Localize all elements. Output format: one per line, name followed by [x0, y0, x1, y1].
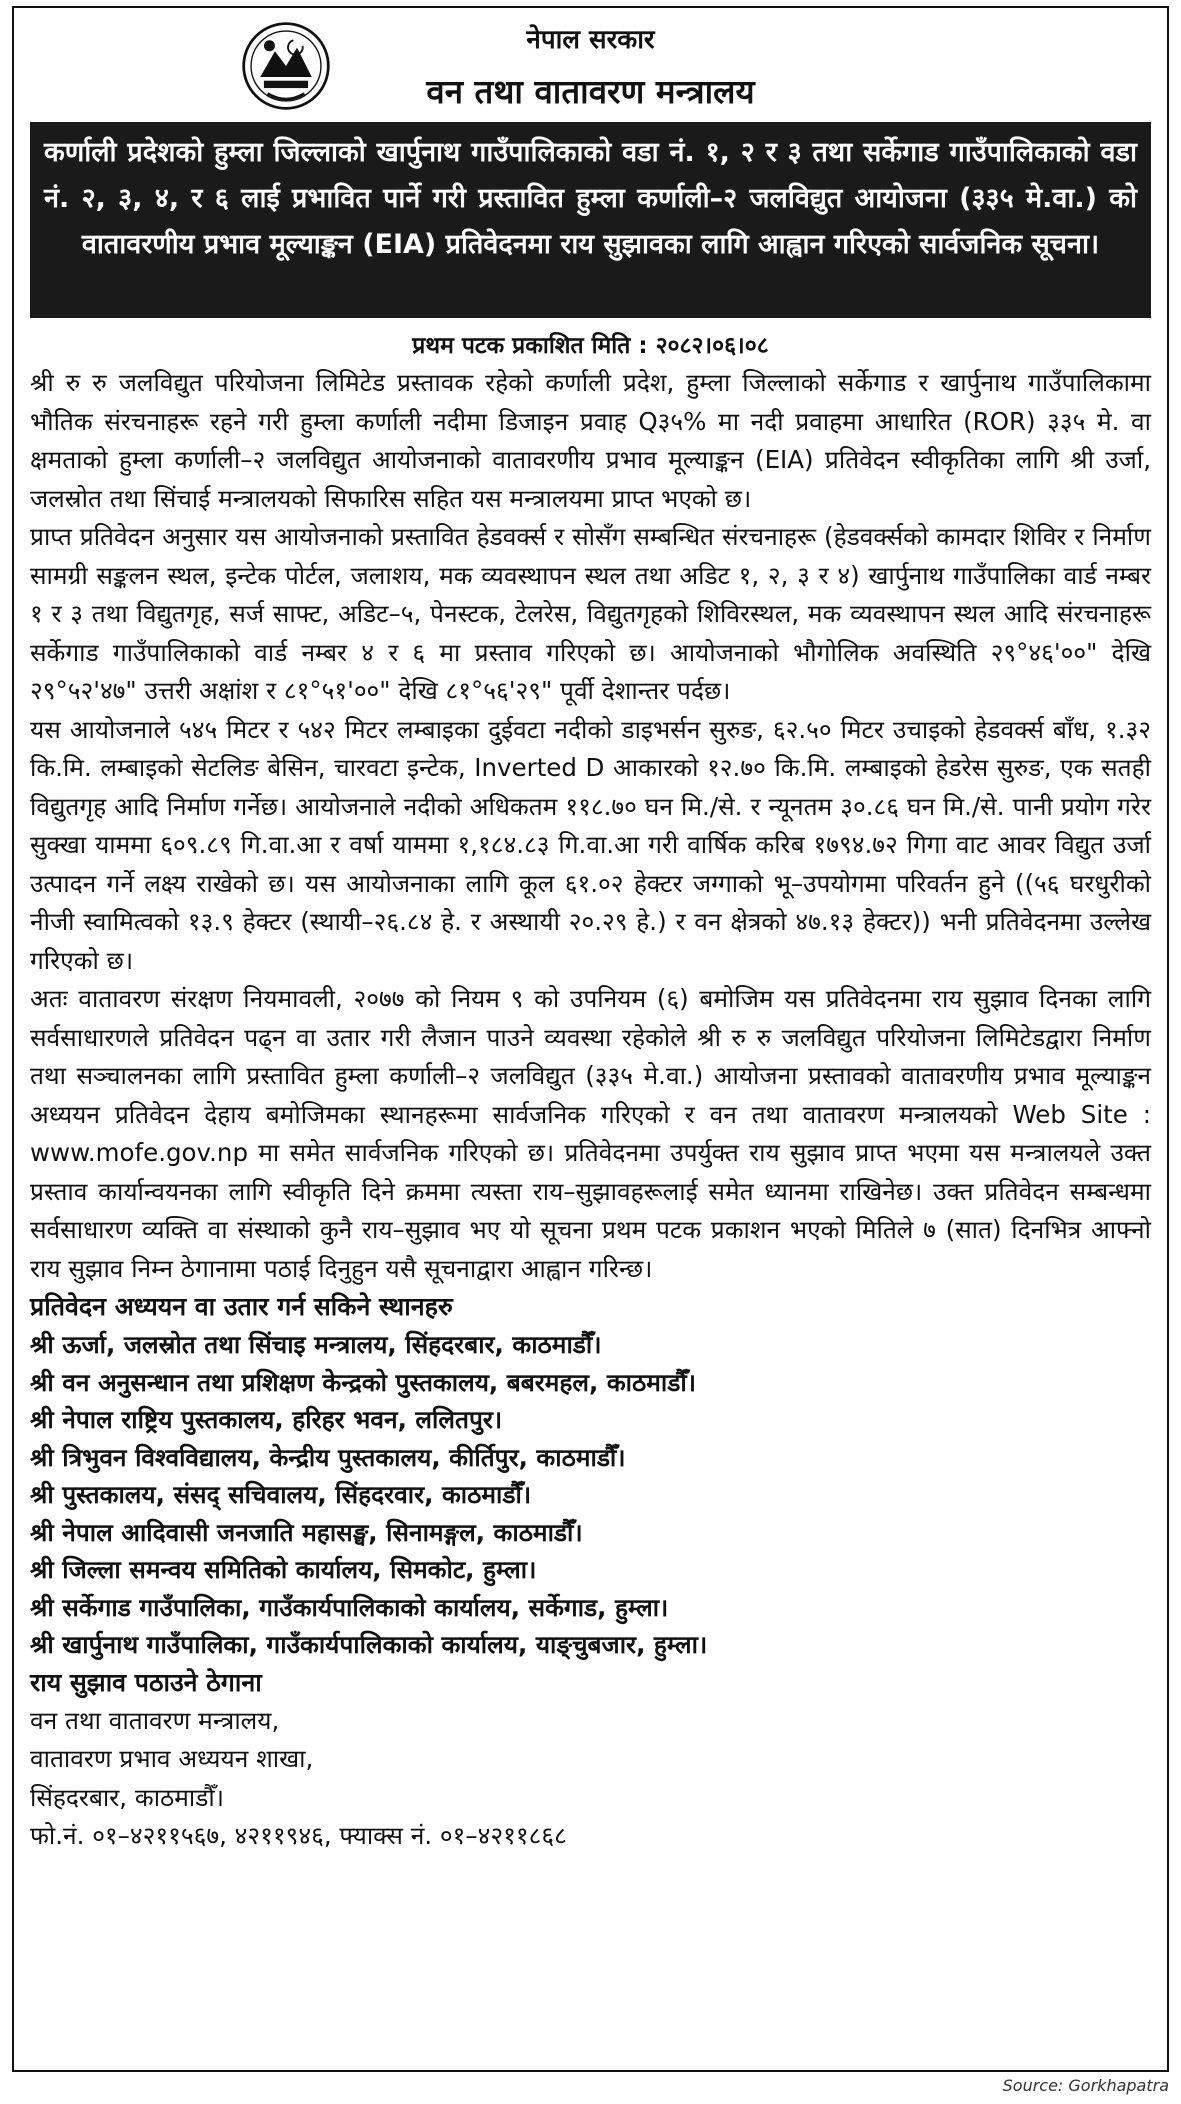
location-item: श्री जिल्ला समन्वय समितिको कार्यालय, सिमकोट, हुम्ला। [30, 1555, 537, 1584]
public-notice [12, 6, 1169, 2072]
location-item: श्री नेपाल आदिवासी जनजाति महासङ्घ, सिनामङ्गल, काठमाडौँ। [30, 1517, 583, 1547]
address-line: वन तथा वातावरण मन्त्रालय, [30, 1705, 280, 1735]
locations-heading: प्रतिवेदन अध्ययन वा उतार गर्न सकिने स्थानहरु [30, 1292, 453, 1321]
government-name: नेपाल सरकार [526, 25, 655, 55]
ministry-name: वन तथा वातावरण मन्त्रालय [426, 72, 755, 111]
address-line: सिंहदरबार, काठमाडौँ। [30, 1782, 225, 1812]
address-heading: राय सुझाव पठाउने ठेगाना [30, 1667, 262, 1697]
notice-title: कर्णाली प्रदेशको हुम्ला जिल्लाको खार्पुनाथ गाउँपालिकाको वडा नं. १, २ र ३ तथा सर्केगाड गाउँपालिकाको वडा नं. २, ३, ४, र ६ लाई प्रभावित पार्ने गरी प्रस्तावित हुम्ला कर्णाली–२ जलविद्युत आयोजना (३३५ मे.वा.) को वातावरणीय प्रभाव मूल्याङ्कन (EIA) प्रतिवेदनमा राय सुझावका लागि आह्वान गरिएको सार्वजनिक सूचना। [30, 122, 1151, 318]
location-item: श्री ऊर्जा, जलस्रोत तथा सिंचाइ मन्त्रालय, सिंहदरबार, काठमाडौँ। [30, 1330, 602, 1359]
contact-line: फो.नं. ०१–४२११५६७, ४२११९४६, फ्याक्स नं. ०१–४२११८६८ [30, 1821, 567, 1850]
location-item: श्री पुस्तकालय, संसद् सचिवालय, सिंहदरवार, काठमाडौँ। [30, 1480, 532, 1509]
paragraph-4: अतः वातावरण संरक्षण नियमावली, २०७७ को नियम ९ को उपनियम (६) बमोजिम यस प्रतिवेदनमा राय सुझाव दिनका लागि सर्वसाधारणले प्रतिवेदन पढ्न वा उतार गरी लैजान पाउने व्यवस्था रहेकोले श्री रु रु जलविद्युत परियोजना लिमिटेडद्वारा निर्माण तथा सञ्चालनका लागि प्रस्तावित हुम्ला कर्णाली–२ जलविद्युत (३३५ मे.वा.) आयोजना प्रस्तावको वातावरणीय प्रभाव मूल्याङ्कन अध्ययन प्रतिवेदन देहाय बमोजिमका स्थानहरूमा सार्वजनिक गरिएको र वन तथा वातावरण मन्त्रालयको Web Site : www.mofe.gov.np मा समेत सार्वजनिक गरिएको छ। प्रतिवेदनमा उपर्युक्त राय सुझाव प्राप्त भएमा यस मन्त्रालयले उक्त प्रस्ताव कार्यान्वयनका लागि स्वीकृति दिने क्रममा त्यस्ता राय–सुझावहरूलाई समेत ध्यानमा राखिनेछ। उक्त प्रतिवेदन सम्बन्धमा सर्वसाधारण व्यक्ति वा संस्थाको कुनै राय–सुझाव भए यो सूचना प्रथम पटक प्रकाशन भएको मितिले ७ (सात) दिनभित्र आफ्नो राय सुझाव निम्न ठेगानामा पठाई दिनुहुन यसै सूचनाद्वारा आह्वान गरिन्छ। [30, 984, 1151, 1283]
location-item: श्री वन अनुसन्धान तथा प्रशिक्षण केन्द्रको पुस्तकालय, बबरमहल, काठमाडौँ। [30, 1367, 696, 1397]
location-item: श्री खार्पुनाथ गाउँपालिका, गाउँकार्यपालिकाको कार्यालय, याङ्चुबजार, हुम्ला। [30, 1630, 708, 1659]
paragraph-2: प्राप्त प्रतिवेदन अनुसार यस आयोजनाको प्रस्तावित हेडवर्क्स र सोसँग सम्बन्धित संरचनाहरू (हेडवर्क्सको कामदार शिविर र निर्माण सामग्री सङ्कलन स्थल, इन्टेक पोर्टल, जलाशय, मक व्यवस्थापन स्थल तथा अडिट १, २, ३ र ४) खार्पुनाथ गाउँपालिका वार्ड नम्बर १ र ३ तथा विद्युतगृह, सर्ज साफ्ट, अडिट–५, पेनस्टक, टेलरेस, विद्युतगृहको शिविरस्थल, मक व्यवस्थापन स्थल आदि संरचनाहरू सर्केगाड गाउँपालिकाको वार्ड नम्बर ४ र ६ मा प्रस्ताव गरिएको छ। आयोजनाको भौगोलिक अवस्थिति २९°४६'००" देखि २९°५२'४७" उत्तरी अक्षांश र ८१°५१'००" देखि ८१°५६'२९" पूर्वी देशान्तर पर्दछ। [30, 522, 1151, 705]
paragraph-1: श्री रु रु जलविद्युत परियोजना लिमिटेड प्रस्तावक रहेको कर्णाली प्रदेश, हुम्ला जिल्लाको सर्केगाड र खार्पुनाथ गाउँपालिकामा भौतिक संरचनाहरू रहने गरी हुम्ला कर्णाली नदीमा डिजाइन प्रवाह Q३५% मा नदी प्रवाहमा आधारित (ROR) ३३५ मे. वा क्षमताको हुम्ला कर्णाली–२ जलविद्युत आयोजनाको वातावरणीय प्रभाव मूल्याङ्कन (EIA) प्रतिवेदन स्वीकृतिका लागि श्री उर्जा, जलस्रोत तथा सिंचाई मन्त्रालयको सिफारिस सहित यस मन्त्रालयमा प्राप्त भएको छ। [30, 368, 1151, 513]
address-line: वातावरण प्रभाव अध्ययन शाखा, [30, 1744, 314, 1773]
location-item: श्री सर्केगाड गाउँपालिका, गाउँकार्यपालिकाको कार्यालय, सर्केगाड, हुम्ला। [30, 1592, 669, 1622]
paragraph-3: यस आयोजनाले ५४५ मिटर र ५४२ मिटर लम्बाइका दुईवटा नदीको डाइभर्सन सुरुङ, ६२.५० मिटर उचाइको हेडवर्क्स बाँध, १.३२ कि.मि. लम्बाइको सेटलिङ बेसिन, चारवटा इन्टेक, Inverted D आकारको १२.७० कि.मि. लम्बाइको हेडरेस सुरुङ, एक सतही विद्युतगृह आदि निर्माण गर्नेछ। आयोजनाले नदीको अधिकतम ११८.७० घन मि./से. र न्यूनतम ३०.८६ घन मि./से. पानी प्रयोग गरेर सुक्खा याममा ६०९.८९ गि.वा.आ र वर्षा याममा १,१८४.८३ गि.वा.आ गरी वार्षिक करिब १७९४.७२ गिगा वाट आवर विद्युत उर्जा उत्पादन गर्ने लक्ष्य राखेको छ। यस आयोजनाका लागि कूल ६१.०२ हेक्टर जग्गाको भू–उपयोगमा परिवर्तन हुने ((५६ घरधुरीको नीजी स्वामित्वको १३.९ हेक्टर (स्थायी–२६.८४ हे. र अस्थायी २०.२९ हे.) र वन क्षेत्रको ४७.१३ हेक्टर)) भनी प्रतिवेदनमा उल्लेख गरिएको छ। [30, 714, 1151, 975]
notice-header [30, 8, 1151, 116]
location-item: श्री नेपाल राष्ट्रिय पुस्तकालय, हरिहर भवन, ललितपुर। [30, 1405, 503, 1434]
source-credit: Source: Gorkhapatra [1002, 2076, 1169, 2095]
location-item: श्री त्रिभुवन विश्वविद्यालय, केन्द्रीय पुस्तकालय, कीर्तिपुर, काठमाडौँ। [30, 1442, 626, 1472]
publish-date: प्रथम पटक प्रकाशित मिति : २०८२।०६।०८ [412, 333, 769, 359]
